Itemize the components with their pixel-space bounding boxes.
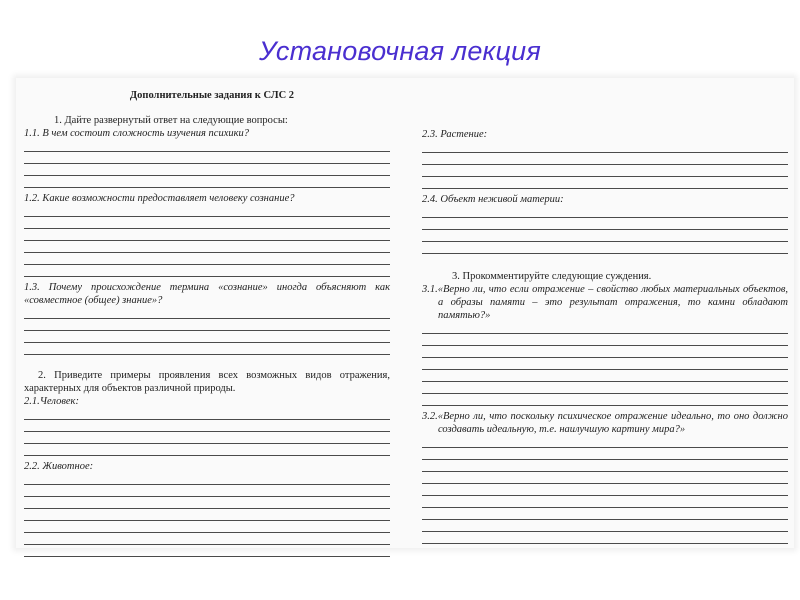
answer-line[interactable]	[24, 307, 390, 319]
answer-line[interactable]	[422, 508, 788, 520]
answer-lines-2-1	[24, 408, 390, 456]
answer-line[interactable]	[422, 153, 788, 165]
answer-line[interactable]	[422, 358, 788, 370]
answer-line[interactable]	[24, 343, 390, 355]
answer-line[interactable]	[24, 545, 390, 557]
answer-line[interactable]	[422, 496, 788, 508]
answer-lines-3-1	[422, 322, 788, 406]
question-1-3: 1.3. Почему происхождение термина «сознание» иногда объясняют как «совместное (общее) знание»?	[24, 282, 390, 306]
answer-line[interactable]	[24, 253, 390, 265]
worksheet-title: Дополнительные задания к СЛС 2	[129, 90, 295, 101]
answer-lines-1-1	[24, 140, 390, 188]
answer-lines-2-2	[24, 473, 390, 557]
answer-line[interactable]	[24, 241, 390, 253]
answer-line[interactable]	[422, 242, 788, 254]
question-2-2: 2.2. Животное:	[24, 461, 94, 472]
answer-line[interactable]	[422, 382, 788, 394]
worksheet-right-column	[422, 78, 788, 544]
question-2-1: 2.1.Человек:	[24, 396, 79, 407]
answer-lines-3-2	[422, 436, 788, 544]
answer-line[interactable]	[422, 165, 788, 177]
question-1-2: 1.2. Какие возможности предоставляет человеку сознание?	[24, 193, 295, 204]
answer-line[interactable]	[422, 460, 788, 472]
answer-line[interactable]	[24, 473, 390, 485]
section-3-heading: 3. Прокомментируйте следующие суждения.	[452, 271, 652, 282]
answer-line[interactable]	[24, 485, 390, 497]
answer-line[interactable]	[422, 532, 788, 544]
worksheet-page	[16, 78, 794, 548]
answer-line[interactable]	[24, 420, 390, 432]
answer-line[interactable]	[24, 229, 390, 241]
answer-line[interactable]	[24, 176, 390, 188]
answer-line[interactable]	[422, 436, 788, 448]
question-3-2: 3.2.«Верно ли, что поскольку психическое отражение идеально, то оно должно создавать идеальную, т.е. наилучшую картину мира?»	[422, 411, 788, 435]
answer-line[interactable]	[422, 322, 788, 334]
answer-line[interactable]	[24, 217, 390, 229]
answer-line[interactable]	[24, 432, 390, 444]
answer-line[interactable]	[24, 408, 390, 420]
answer-line[interactable]	[24, 521, 390, 533]
answer-line[interactable]	[422, 394, 788, 406]
answer-line[interactable]	[24, 533, 390, 545]
section-2-heading: 2. Приведите примеры проявления всех возможных видов отражения, характерных для объектов различной природы.	[24, 370, 390, 394]
answer-lines-1-3	[24, 307, 390, 355]
answer-line[interactable]	[422, 472, 788, 484]
question-2-4: 2.4. Объект неживой материи:	[422, 194, 564, 205]
answer-line[interactable]	[422, 448, 788, 460]
worksheet-left-column	[24, 78, 390, 557]
answer-line[interactable]	[24, 319, 390, 331]
answer-line[interactable]	[422, 484, 788, 496]
answer-line[interactable]	[422, 370, 788, 382]
answer-line[interactable]	[422, 230, 788, 242]
answer-line[interactable]	[422, 346, 788, 358]
answer-lines-1-2	[24, 205, 390, 277]
question-3-1: 3.1.«Верно ли, что если отражение – свойство любых материальных объектов, а образы памяти – это результат отражения, то камни обладают памятью?»	[422, 284, 788, 321]
answer-line[interactable]	[422, 218, 788, 230]
answer-line[interactable]	[24, 331, 390, 343]
answer-line[interactable]	[422, 206, 788, 218]
answer-line[interactable]	[24, 152, 390, 164]
answer-line[interactable]	[422, 520, 788, 532]
answer-line[interactable]	[24, 509, 390, 521]
question-2-3: 2.3. Растение:	[422, 129, 488, 140]
answer-line[interactable]	[24, 265, 390, 277]
question-1-1: 1.1. В чем состоит сложность изучения психики?	[24, 128, 250, 139]
answer-line[interactable]	[422, 334, 788, 346]
answer-lines-2-3	[422, 141, 788, 189]
answer-line[interactable]	[24, 497, 390, 509]
slide-title: Установочная лекция	[259, 36, 541, 66]
answer-line[interactable]	[422, 177, 788, 189]
section-1-heading: 1. Дайте развернутый ответ на следующие вопросы:	[54, 115, 288, 126]
answer-line[interactable]	[24, 164, 390, 176]
answer-line[interactable]	[24, 140, 390, 152]
answer-line[interactable]	[24, 444, 390, 456]
answer-lines-2-4	[422, 206, 788, 254]
answer-line[interactable]	[422, 141, 788, 153]
answer-line[interactable]	[24, 205, 390, 217]
